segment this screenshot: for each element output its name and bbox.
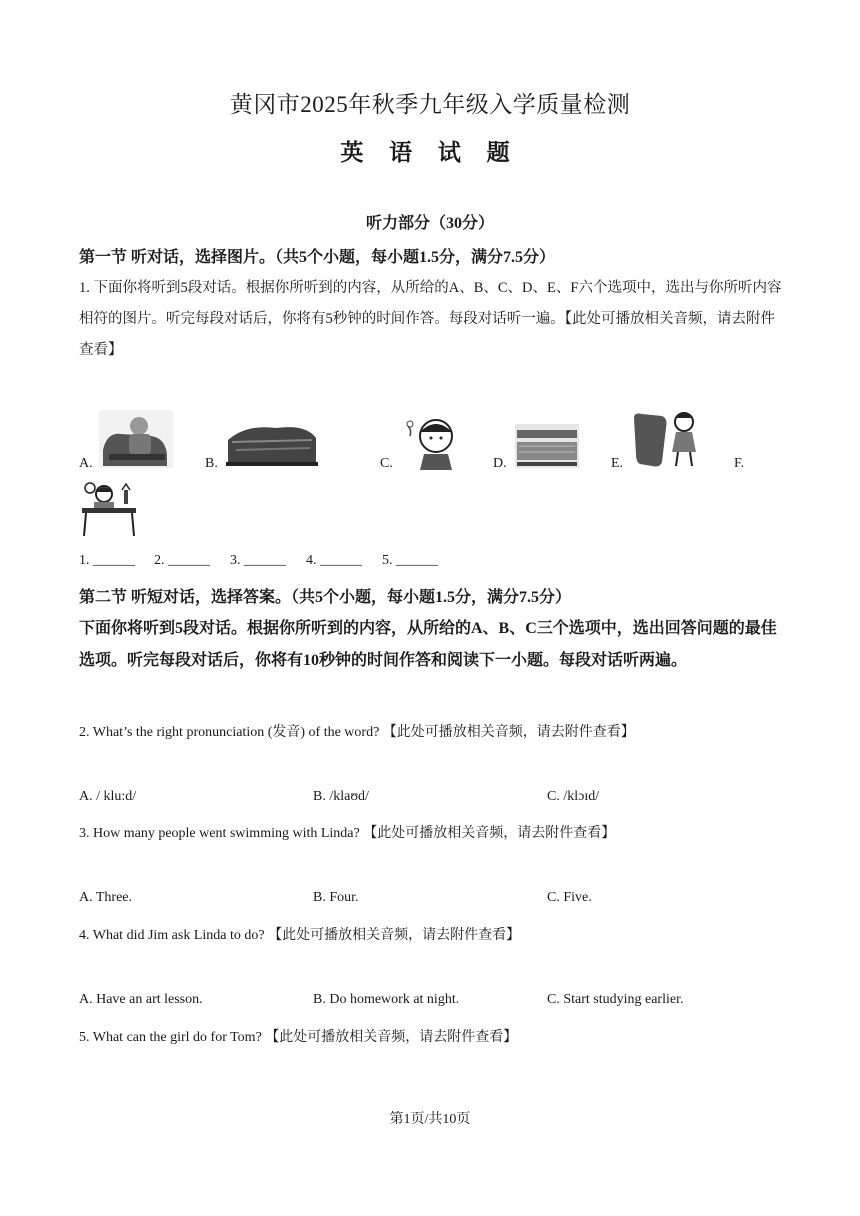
picture-label-b: B. — [205, 456, 218, 471]
q2-option-a[interactable]: A. / klu:d/ — [79, 789, 137, 804]
section2-instruction: 下面你将听到5段对话。根据你所听到的内容，从所给的A、B、C三个选项中，选出回答问题的最佳选项。听完每段对话后，你将有10秒钟的时间作答和阅读下一小题。每段对话听两遍。 — [79, 620, 777, 669]
answer-blank-1[interactable]: 1. ______ — [79, 553, 135, 568]
page-number: 第1页/共10页 — [389, 1112, 471, 1127]
q3-option-a[interactable]: A. Three. — [79, 890, 132, 905]
answer-blank-2[interactable]: 2. ______ — [154, 553, 210, 568]
picture-a-man-on-sofa — [99, 410, 173, 468]
answer-blank-5[interactable]: 5. ______ — [382, 553, 438, 568]
picture-label-f: F. — [734, 456, 745, 471]
picture-e-girl-with-pot — [632, 408, 704, 470]
picture-f-boy-at-desk — [78, 480, 140, 538]
part-heading: 听力部分（30分） — [365, 215, 494, 232]
q3-option-c[interactable]: C. Five. — [547, 890, 592, 905]
picture-label-a: A. — [79, 456, 93, 471]
picture-c-boy-coughing — [400, 412, 464, 470]
q4-option-c[interactable]: C. Start studying earlier. — [547, 992, 684, 1007]
section1-instruction: 1. 下面你将听到5段对话。根据你所听到的内容，从所给的A、B、C、D、E、F六个选项中，选出与你所听内容相符的图片。听完每段对话后，你将有5秒钟的时间作答。每段对话听一遍。【此处可播放相关音频，请去附件查看】 — [79, 280, 782, 358]
section1-heading: 第一节 听对话，选择图片。（共5个小题，每小题1.5分，满分7.5分） — [79, 249, 556, 266]
picture-label-e: E. — [611, 456, 624, 471]
question-2: 2. What’s the right pronunciation (发音) of the word? 【此处可播放相关音频，请去附件查看】 — [79, 725, 635, 740]
section2-heading: 第二节 听短对话，选择答案。（共5个小题，每小题1.5分，满分7.5分） — [79, 589, 572, 606]
picture-d-stadium — [515, 424, 579, 468]
question-5: 5. What can the girl do for Tom? 【此处可播放相关音频，请去附件查看】 — [79, 1030, 518, 1045]
picture-b-building — [226, 420, 318, 468]
q2-option-b[interactable]: B. /klaʊd/ — [313, 789, 369, 804]
picture-label-c: C. — [380, 456, 393, 471]
exam-title: 黄冈市2025年秋季九年级入学质量检测 — [229, 92, 631, 117]
question-3: 3. How many people went swimming with Linda? 【此处可播放相关音频，请去附件查看】 — [79, 826, 616, 841]
picture-label-d: D. — [493, 456, 507, 471]
answer-blank-3[interactable]: 3. ______ — [230, 553, 286, 568]
exam-subtitle: 英 语 试 题 — [340, 140, 520, 165]
question-4: 4. What did Jim ask Linda to do? 【此处可播放相关音频，请去附件查看】 — [79, 928, 521, 943]
q3-option-b[interactable]: B. Four. — [313, 890, 359, 905]
answer-blank-4[interactable]: 4. ______ — [306, 553, 362, 568]
q4-option-a[interactable]: A. Have an art lesson. — [79, 992, 203, 1007]
q4-option-b[interactable]: B. Do homework at night. — [313, 992, 460, 1007]
q2-option-c[interactable]: C. /klɔɪd/ — [547, 789, 600, 804]
